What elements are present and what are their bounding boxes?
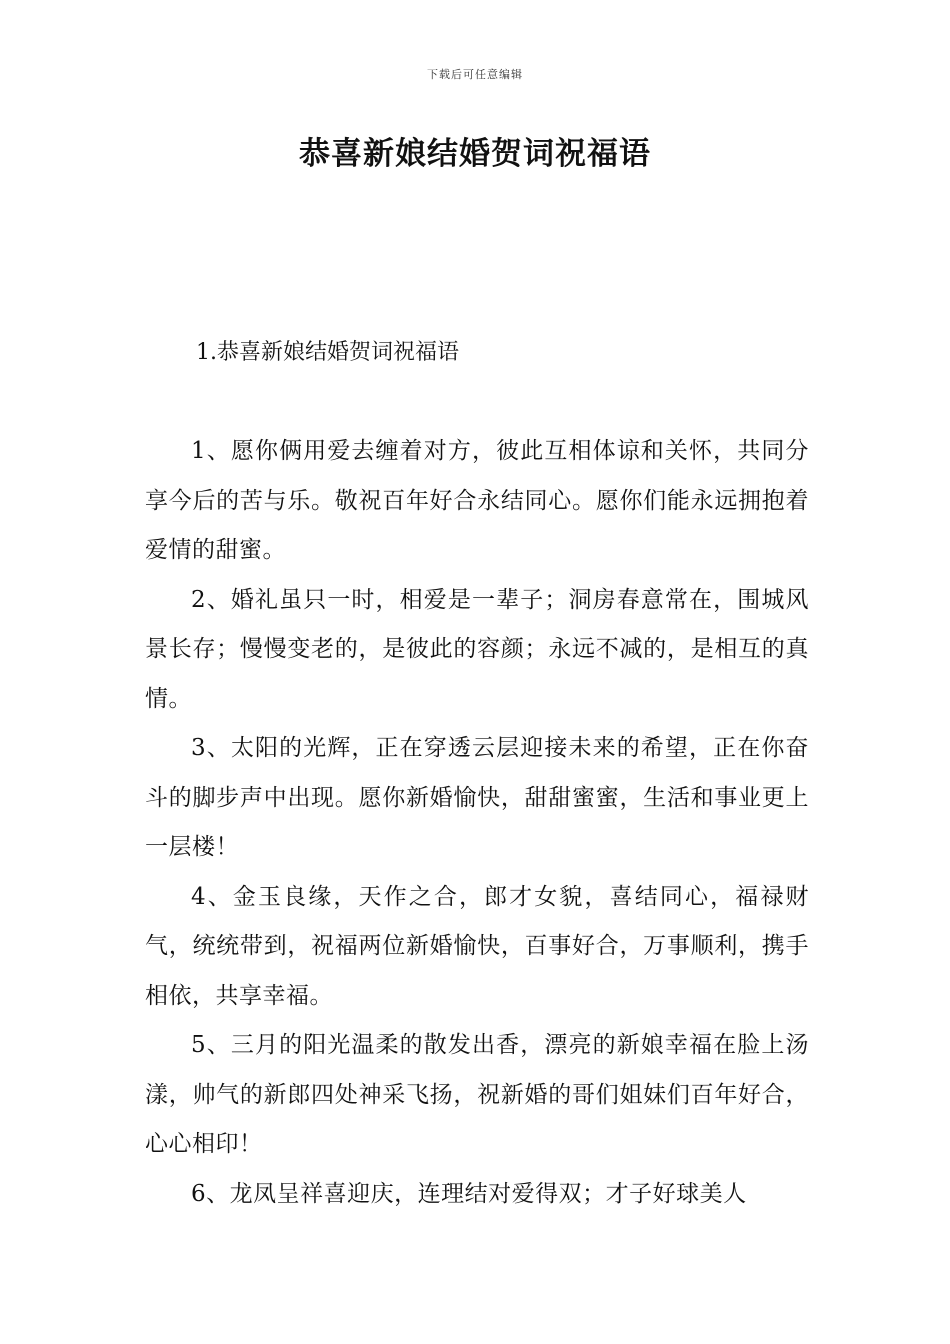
paragraph: 5、三月的阳光温柔的散发出香，漂亮的新娘幸福在脸上汤漾，帅气的新郎四处神采飞扬，祝新婚的哥们姐妹们百年好合，心心相印！ (145, 1032, 809, 1157)
header-note: 下载后可任意编辑 (427, 68, 523, 81)
section-heading: 1.恭喜新娘结婚贺词祝福语 (196, 340, 459, 365)
document-title: 恭喜新娘结婚贺词祝福语 (299, 136, 651, 172)
paragraph: 6、龙凤呈祥喜迎庆，连理结对爱得双；才子好球美人 (191, 1180, 747, 1207)
document-body (145, 427, 809, 1219)
paragraph: 4、金玉良缘，天作之合，郎才女貌，喜结同心，福禄财气，统统带到，祝福两位新婚愉快，百事好合，万事顺利，携手相依，共享幸福。 (145, 883, 809, 1009)
paragraph: 3、太阳的光辉，正在穿透云层迎接未来的希望，正在你奋斗的脚步声中出现。愿你新婚愉快，甜甜蜜蜜，生活和事业更上一层楼！ (145, 735, 809, 860)
paragraph: 2、婚礼虽只一时，相爱是一辈子；洞房春意常在，围城风景长存；慢慢变老的，是彼此的容颜；永远不减的，是相互的真情。 (145, 586, 809, 712)
paragraph: 1、愿你俩用爱去缠着对方，彼此互相体谅和关怀，共同分享今后的苦与乐。敬祝百年好合永结同心。愿你们能永远拥抱着爱情的甜蜜。 (145, 438, 809, 563)
